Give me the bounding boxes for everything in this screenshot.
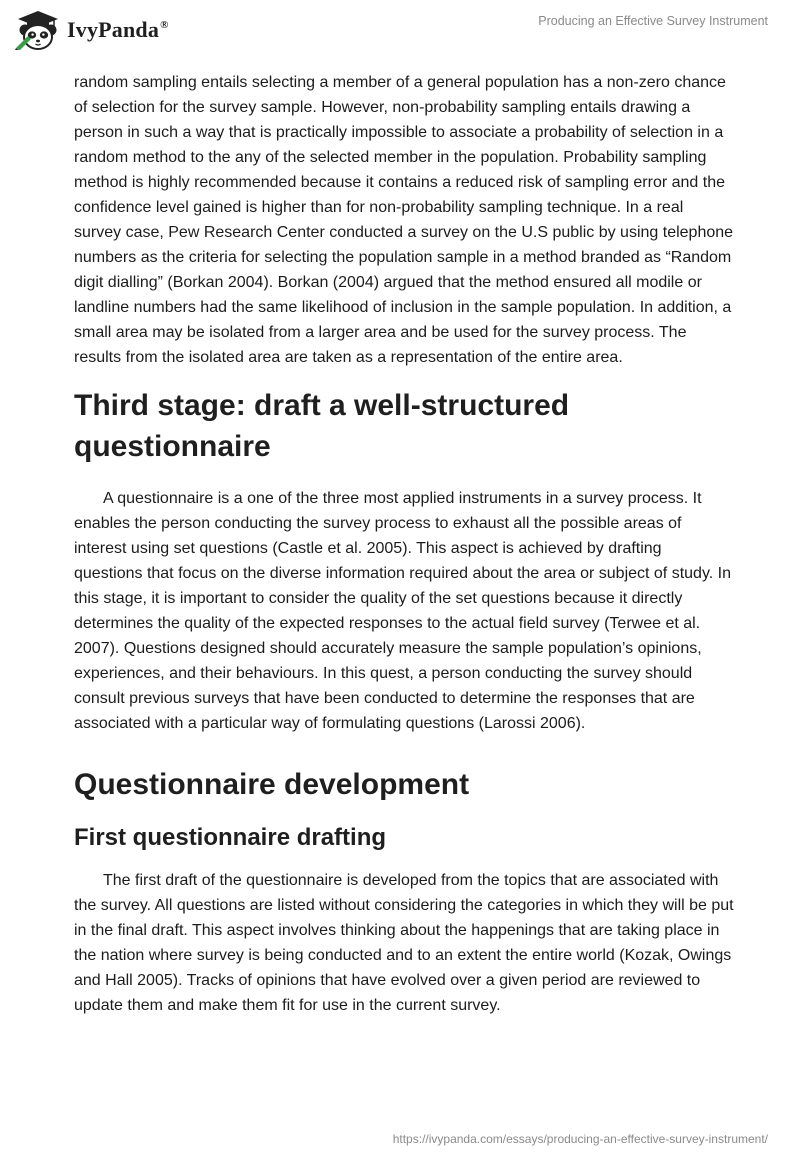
source-url[interactable]: https://ivypanda.com/essays/producing-an-effective-survey-instrument/ xyxy=(392,1132,768,1146)
heading-questionnaire-development: Questionnaire development xyxy=(74,768,470,801)
essay-content xyxy=(74,70,734,1018)
logo-wordmark: IvyPanda xyxy=(67,17,160,42)
paragraph-first-draft: The first draft of the questionnaire is developed from the topics that are associated with the survey. All questions are listed without considering the categories in which they will be put in the final draft. This aspect involves thinking about the happenings that are taking place in the nation where survey is being conducted and to an extent the entire world (Kozak, Owings and Hall 2005). Tracks of opinions that have evolved over a given period are reviewed to update them and make them fit for use in the current survey. xyxy=(74,872,734,1014)
paragraph-questionnaire: A questionnaire is a one of the three most applied instruments in a survey process. It enables the person conducting the survey process to exhaust all the possible areas of interest using set questions (Castle et al. 2005). This aspect is achieved by drafting questions that focus on the diverse information required about the area or subject of study. In this stage, it is important to consider the quality of the set questions because it directly determines the quality of the expected responses to the actual field survey (Terwee et al. 2007). Questions designed should accurately measure the sample population’s opinions, experiences, and their behaviours. In this quest, a person conducting the survey should consult previous surveys that have been conducted to determine the responses that are associated with a particular way of formulating questions (Larossi 2006). xyxy=(74,490,731,732)
page-header xyxy=(0,0,800,70)
heading-third-stage: Third stage: draft a well-structured questionnaire xyxy=(74,389,570,463)
subheading-first-questionnaire-drafting: First questionnaire drafting xyxy=(74,824,387,851)
panda-graduate-icon xyxy=(14,10,62,50)
paragraph-sampling: random sampling entails selecting a member of a general population has a non-zero chance of selection for the survey sample. However, non-probability sampling entails drawing a person in such a way that is practically impossible to associate a probability of selection in a random method to the any of the selected member in the population. Probability sampling method is highly recommended because it contains a reduced risk of sampling error and the confidence level gained is higher than for non-probability sampling technique. In a real survey case, Pew Research Center conducted a survey on the U.S public by using telephone numbers as the criteria for selecting the population sample in a method branded as “Random digit dialling” (Borkan 2004). Borkan (2004) argued that the method ensured all modile or landline numbers had the same likelihood of inclusion in the sample population. In addition, a small area may be isolated from a larger area and be used for the survey process. The results from the isolated area are taken as a representation of the entire area. xyxy=(74,74,734,366)
document-title: Producing an Effective Survey Instrument xyxy=(538,14,768,28)
registered-mark: ® xyxy=(160,19,169,31)
ivypanda-logo[interactable] xyxy=(14,10,169,50)
